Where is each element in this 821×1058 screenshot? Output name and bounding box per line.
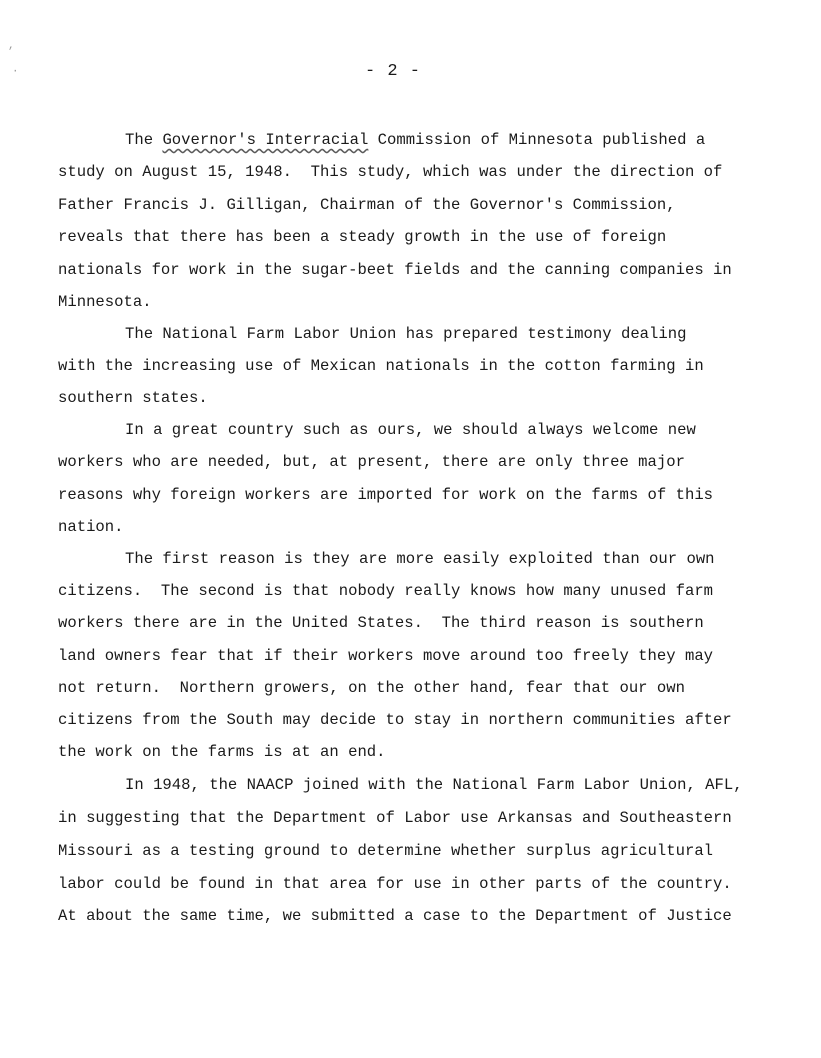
line-text: The <box>125 131 163 149</box>
paragraph-2-line-2: with the increasing use of Mexican nationals in the cotton farming in <box>58 357 704 375</box>
paragraph-4-line-6: citizens from the South may decide to stay in northern communities after <box>58 711 732 729</box>
paragraph-3-line-3: reasons why foreign workers are imported for work on the farms of this <box>58 486 714 504</box>
paragraph-4-line-7: the work on the farms is at an end. <box>58 743 386 761</box>
paragraph-1-line-2: study on August 15, 1948. This study, which was under the direction of <box>58 163 723 181</box>
margin-mark: , <box>8 40 15 52</box>
paragraph-1-line-1 <box>125 131 705 149</box>
paragraph-3-line-1: In a great country such as ours, we should always welcome new <box>125 421 696 439</box>
paragraph-4-line-5: not return. Northern growers, on the other hand, fear that our own <box>58 679 685 697</box>
paragraph-2-line-3: southern states. <box>58 389 208 407</box>
underlined-phrase: Governor's Interracial <box>162 131 369 149</box>
paragraph-5-line-4: labor could be found in that area for use in other parts of the country. <box>58 875 732 893</box>
paragraph-5-line-1: In 1948, the NAACP joined with the National Farm Labor Union, AFL, <box>125 776 743 794</box>
paragraph-4-line-1: The first reason is they are more easily exploited than our own <box>125 550 715 568</box>
line-text: Commission of Minnesota published a <box>368 131 706 149</box>
paragraph-1-line-6: Minnesota. <box>58 293 152 311</box>
paragraph-4-line-4: land owners fear that if their workers move around too freely they may <box>58 647 714 665</box>
paragraph-1-line-4: reveals that there has been a steady growth in the use of foreign <box>58 228 667 246</box>
paragraph-4-line-2: citizens. The second is that nobody really knows how many unused farm <box>58 582 714 600</box>
paragraph-2-line-1: The National Farm Labor Union has prepared testimony dealing <box>125 325 687 343</box>
paragraph-1-line-3: Father Francis J. Gilligan, Chairman of the Governor's Commission, <box>58 196 676 214</box>
paragraph-4-line-3: workers there are in the United States. The third reason is southern <box>58 614 704 632</box>
paragraph-5-line-2: in suggesting that the Department of Labor use Arkansas and Southeastern <box>58 809 732 827</box>
paragraph-3-line-2: workers who are needed, but, at present, there are only three major <box>58 453 685 471</box>
paragraph-3-line-4: nation. <box>58 518 124 536</box>
margin-mark: · <box>12 66 19 78</box>
paragraph-5-line-5: At about the same time, we submitted a case to the Department of Justice <box>58 907 732 925</box>
paragraph-1-line-5: nationals for work in the sugar-beet fields and the canning companies in <box>58 261 732 279</box>
page-number: - 2 - <box>365 62 422 81</box>
paragraph-5-line-3: Missouri as a testing ground to determine whether surplus agricultural <box>58 842 714 860</box>
